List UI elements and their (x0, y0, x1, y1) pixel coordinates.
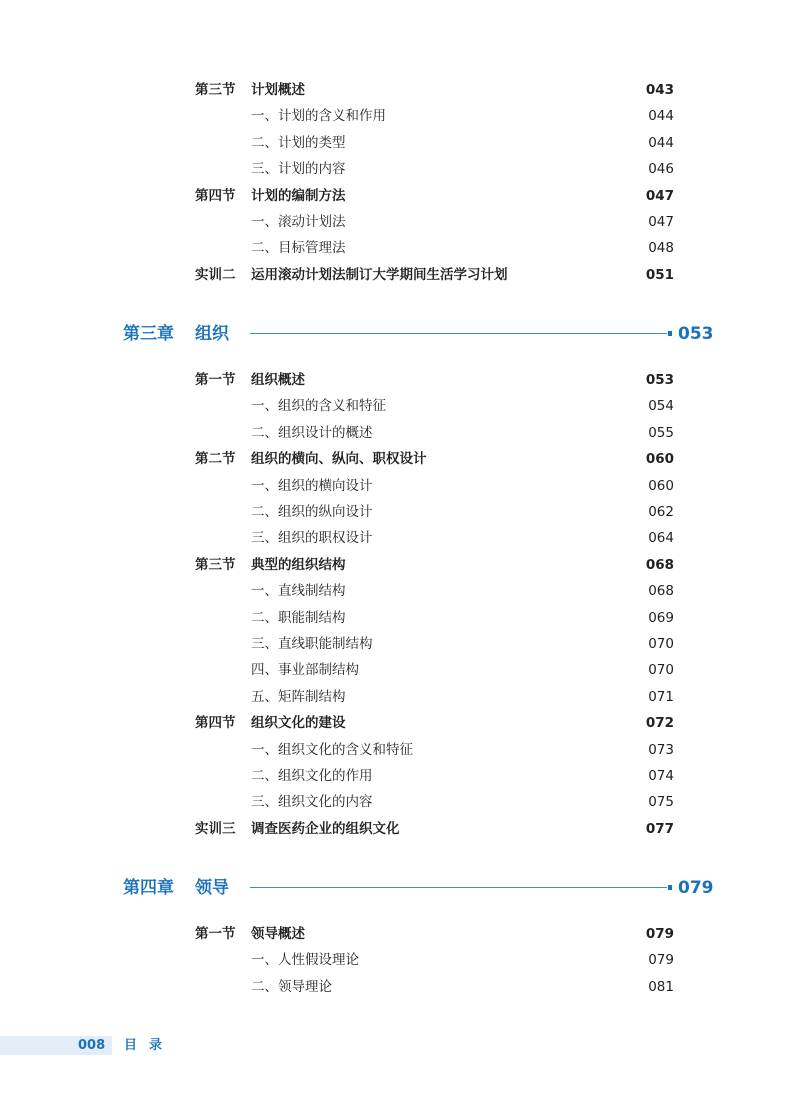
footer-title: 目录 (124, 1038, 175, 1053)
toc-page-number: 048 (648, 240, 674, 257)
toc-section-title: 组织文化的建设 (251, 715, 346, 732)
toc-item-title: 五、矩阵制结构 (251, 688, 346, 705)
chapter-heading (0, 318, 800, 350)
toc-section-title: 调查医药企业的组织文化 (251, 820, 400, 837)
toc-page-number: 053 (645, 372, 674, 388)
toc-section-title: 组织概述 (251, 372, 305, 388)
toc-page-number: 071 (648, 688, 674, 705)
toc-page-number: 070 (648, 662, 674, 679)
chapter-label: 第四章 (123, 878, 174, 898)
footer-page-number: 008 (78, 1038, 106, 1053)
toc-page-number: 070 (648, 636, 674, 652)
chapter-title: 组织 (195, 324, 229, 344)
toc-section-label: 第二节 (195, 451, 236, 468)
toc-section-label: 第三节 (195, 82, 236, 98)
chapter-rule-dot (668, 885, 672, 890)
chapter-rule (250, 887, 667, 888)
toc-page-number: 068 (645, 556, 674, 573)
toc-section-title: 运用滚动计划法制订大学期间生活学习计划 (251, 266, 508, 283)
toc-item-title: 二、领导理论 (251, 978, 332, 995)
toc-item-title: 二、职能制结构 (251, 609, 346, 626)
toc-section-label: 实训三 (195, 820, 236, 837)
toc-page-number: 043 (645, 82, 674, 98)
toc-page-number: 069 (648, 609, 674, 626)
chapter-label: 第三章 (123, 324, 174, 344)
toc-item-title: 三、计划的内容 (251, 161, 346, 178)
toc-section-label: 第三节 (195, 556, 236, 573)
toc-page-number: 060 (645, 451, 674, 468)
toc-page-number: 079 (645, 926, 674, 942)
toc-section-label: 第一节 (195, 372, 236, 388)
toc-item-title: 一、计划的含义和作用 (251, 108, 386, 125)
toc-item-title: 一、滚动计划法 (251, 214, 346, 230)
toc-page-number: 047 (645, 187, 674, 204)
toc-page-number: 060 (648, 477, 674, 494)
toc-item-title: 一、组织的含义和特征 (251, 398, 386, 415)
toc-page-number: 064 (648, 530, 674, 547)
toc-item-title: 三、组织文化的内容 (251, 794, 373, 811)
toc-page-number: 075 (648, 794, 674, 811)
toc-section-label: 实训二 (195, 266, 236, 283)
toc-page-number: 055 (648, 424, 674, 441)
toc-section-title: 领导概述 (251, 926, 305, 942)
toc-page-number: 073 (648, 741, 674, 758)
toc-item-title: 二、组织的纵向设计 (251, 504, 373, 520)
toc-item-title: 一、组织文化的含义和特征 (251, 741, 413, 758)
toc-section-title: 组织的横向、纵向、职权设计 (251, 451, 427, 468)
toc-section-label: 第四节 (195, 187, 236, 204)
chapter-page-number: 079 (678, 878, 714, 898)
toc-item-title: 二、组织文化的作用 (251, 768, 373, 784)
toc-page-number: 081 (648, 978, 674, 995)
toc-item-title: 四、事业部制结构 (251, 662, 359, 679)
toc-page-number: 046 (648, 161, 674, 178)
toc-item-title: 一、组织的横向设计 (251, 477, 373, 494)
toc-page-number: 044 (648, 134, 674, 151)
toc-item-title: 三、组织的职权设计 (251, 530, 373, 547)
toc-page-number: 074 (648, 768, 674, 784)
toc-page-number: 062 (648, 504, 674, 520)
toc-page-number: 072 (645, 715, 674, 732)
chapter-rule-dot (668, 331, 672, 336)
toc-section-title: 计划的编制方法 (251, 187, 346, 204)
toc-item-title: 三、直线职能制结构 (251, 636, 373, 652)
toc-section-label: 第一节 (195, 926, 236, 942)
toc-page-number: 079 (648, 952, 674, 969)
toc-item-title: 二、计划的类型 (251, 134, 346, 151)
toc-page-number: 068 (648, 583, 674, 600)
toc-item-title: 一、人性假设理论 (251, 952, 359, 969)
chapter-page-number: 053 (678, 324, 714, 344)
toc-page-number: 054 (648, 398, 674, 415)
chapter-heading (0, 872, 800, 904)
toc-page-number: 077 (645, 820, 674, 837)
chapter-title: 领导 (195, 878, 229, 898)
toc-page-number: 051 (645, 266, 674, 283)
chapter-rule (250, 333, 667, 334)
toc-section-title: 计划概述 (251, 82, 305, 98)
toc-section-title: 典型的组织结构 (251, 556, 346, 573)
toc-item-title: 二、目标管理法 (251, 240, 346, 257)
toc-page-number: 047 (648, 214, 674, 230)
toc-page-number: 044 (648, 108, 674, 125)
toc-item-title: 二、组织设计的概述 (251, 424, 373, 441)
toc-item-title: 一、直线制结构 (251, 583, 346, 600)
toc-section-label: 第四节 (195, 715, 236, 732)
